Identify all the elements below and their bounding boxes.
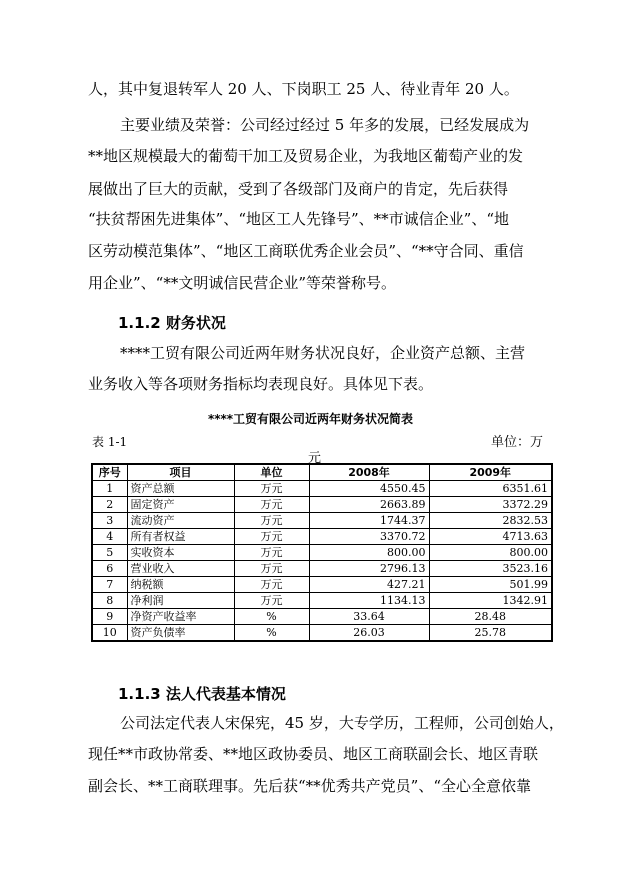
cell-2009: 501.99 (429, 577, 552, 593)
cell-2008: 2663.89 (309, 497, 429, 513)
cell-2009: 28.48 (429, 609, 552, 625)
paragraph-line: **地区规模最大的葡萄干加工及贸易企业，为我地区葡萄产业的发 (88, 147, 524, 165)
paragraph-line: 用企业”、“**文明诚信民营企业”等荣誉称号。 (88, 274, 397, 292)
table-row (92, 609, 552, 625)
cell-item: 所有者权益 (127, 529, 234, 545)
cell-2009: 6351.61 (429, 481, 552, 497)
cell-seq: 6 (92, 561, 127, 577)
table-unit-wrap: 元 (308, 451, 322, 466)
cell-2008: 2796.13 (309, 561, 429, 577)
header-2009: 2009年 (429, 464, 552, 481)
table-row (92, 513, 552, 529)
cell-item: 固定资产 (127, 497, 234, 513)
cell-2009: 3523.16 (429, 561, 552, 577)
cell-2009: 25.78 (429, 625, 552, 642)
cell-unit: 万元 (234, 481, 309, 497)
cell-2009: 800.00 (429, 545, 552, 561)
cell-seq: 3 (92, 513, 127, 529)
paragraph-line: 现任**市政协常委、**地区政协委员、地区工商联副会长、地区青联 (88, 745, 539, 763)
cell-item: 实收资本 (127, 545, 234, 561)
paragraph-line: 主要业绩及荣誉：公司经过经过 5 年多的发展，已经发展成为 (120, 116, 530, 134)
cell-2009: 4713.63 (429, 529, 552, 545)
paragraph-line: 业务收入等各项财务指标均表现良好。具体见下表。 (88, 375, 434, 393)
cell-item: 营业收入 (127, 561, 234, 577)
section-heading-financial: 1.1.2 财务状况 (118, 314, 226, 332)
cell-2008: 26.03 (309, 625, 429, 642)
cell-item: 资产总额 (127, 481, 234, 497)
paragraph-line: ****工贸有限公司近两年财务状况良好，企业资产总额、主营 (120, 344, 526, 362)
table-number: 表 1-1 (92, 435, 128, 449)
table-row (92, 577, 552, 593)
table-row (92, 497, 552, 513)
header-item: 项目 (127, 464, 234, 481)
paragraph-line: 人，其中复退转军人 20 人、下岗职工 25 人、待业青年 20 人。 (88, 80, 519, 98)
table-row (92, 529, 552, 545)
table-unit: 单位：万 (491, 435, 544, 450)
cell-2009: 1342.91 (429, 593, 552, 609)
paragraph-line: 公司法定代表人宋保宪，45 岁，大专学历，工程师，公司创始人， (120, 714, 564, 732)
cell-unit: % (234, 609, 309, 625)
cell-item: 资产负债率 (127, 625, 234, 642)
paragraph-line: 副会长、**工商联理事。先后获“**优秀共产党员”、“全心全意依靠 (88, 777, 532, 795)
paragraph-line: “扶贫帮困先进集体”、“地区工人先锋号”、**市诚信企业”、“地 (88, 210, 510, 228)
table-row (92, 593, 552, 609)
cell-unit: 万元 (234, 577, 309, 593)
cell-2008: 1744.37 (309, 513, 429, 529)
cell-2008: 800.00 (309, 545, 429, 561)
cell-item: 流动资产 (127, 513, 234, 529)
cell-unit: 万元 (234, 593, 309, 609)
cell-item: 净资产收益率 (127, 609, 234, 625)
table-header-row (92, 464, 552, 481)
cell-2008: 1134.13 (309, 593, 429, 609)
cell-seq: 5 (92, 545, 127, 561)
cell-2008: 33.64 (309, 609, 429, 625)
cell-item: 纳税额 (127, 577, 234, 593)
cell-unit: 万元 (234, 561, 309, 577)
section-heading-legal-rep: 1.1.3 法人代表基本情况 (118, 685, 286, 703)
cell-2008: 4550.45 (309, 481, 429, 497)
cell-seq: 10 (92, 625, 127, 642)
table-row (92, 545, 552, 561)
cell-2008: 427.21 (309, 577, 429, 593)
table-row (92, 561, 552, 577)
cell-item: 净利润 (127, 593, 234, 609)
cell-unit: 万元 (234, 497, 309, 513)
cell-seq: 4 (92, 529, 127, 545)
financial-table (91, 463, 553, 642)
cell-2009: 2832.53 (429, 513, 552, 529)
cell-seq: 8 (92, 593, 127, 609)
cell-seq: 7 (92, 577, 127, 593)
table-caption: ****工贸有限公司近两年财务状况简表 (207, 412, 414, 426)
cell-unit: 万元 (234, 529, 309, 545)
header-2008: 2008年 (309, 464, 429, 481)
header-unit: 单位 (234, 464, 309, 481)
paragraph-line: 区劳动模范集体”、“地区工商联优秀企业会员”、“**守合同、重信 (88, 242, 524, 260)
table-row (92, 481, 552, 497)
cell-seq: 1 (92, 481, 127, 497)
table-row (92, 625, 552, 642)
cell-2008: 3370.72 (309, 529, 429, 545)
cell-unit: 万元 (234, 513, 309, 529)
header-seq: 序号 (92, 464, 127, 481)
cell-2009: 3372.29 (429, 497, 552, 513)
cell-unit: 万元 (234, 545, 309, 561)
cell-seq: 2 (92, 497, 127, 513)
paragraph-line: 展做出了巨大的贡献，受到了各级部门及商户的肯定，先后获得 (88, 180, 509, 198)
cell-unit: % (234, 625, 309, 642)
cell-seq: 9 (92, 609, 127, 625)
